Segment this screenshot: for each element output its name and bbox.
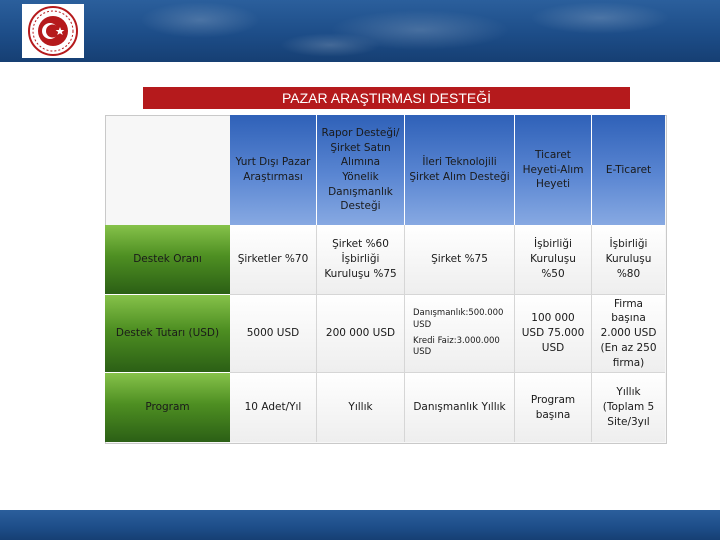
cell-tutar-yurt-disi: 5000 USD <box>230 295 317 373</box>
page-title: PAZAR ARAŞTIRMASI DESTEĞİ <box>143 87 630 109</box>
bottom-banner <box>0 510 720 540</box>
detail-line-kredi-faiz: Kredi Faiz:3.000.000 USD <box>413 335 500 358</box>
detail-line-danismanlik: Danışmanlık:500.000 USD <box>413 307 504 330</box>
cell-tutar-ticaret-heyeti: 100 000 USD 75.000 USD <box>515 295 592 373</box>
cell-program-ticaret-heyeti: Program başına <box>515 373 592 442</box>
cell-program-e-ticaret: Yıllık (Toplam 5 Site/3yıl <box>592 373 665 442</box>
cell-tutar-e-ticaret: Firma başına 2.000 USD (En az 250 firma) <box>592 295 665 373</box>
row-label-destek-orani: Destek Oranı <box>105 225 230 295</box>
logo <box>22 4 84 58</box>
header-ticaret-heyeti: Ticaret Heyeti-Alım Heyeti <box>515 115 592 225</box>
cell-oran-e-ticaret: İşbirliği Kuruluşu %80 <box>592 225 665 295</box>
cell-program-rapor: Yıllık <box>317 373 405 442</box>
cell-tutar-rapor: 200 000 USD <box>317 295 405 373</box>
cell-tutar-ileri-teknoloji <box>405 295 515 373</box>
row-label-program: Program <box>105 373 230 442</box>
cell-oran-rapor: Şirket %60 İşbirliği Kuruluşu %75 <box>317 225 405 295</box>
header-yurt-disi: Yurt Dışı Pazar Araştırması <box>230 115 317 225</box>
header-ileri-teknoloji: İleri Teknolojili Şirket Alım Desteği <box>405 115 515 225</box>
row-label-destek-tutari: Destek Tutarı (USD) <box>105 295 230 373</box>
top-banner <box>0 0 720 62</box>
header-rapor-destegi: Rapor Desteği/Şirket Satın Alımına Yönelik Danışmanlık Desteği <box>317 115 405 225</box>
cell-oran-ticaret-heyeti: İşbirliği Kuruluşu %50 <box>515 225 592 295</box>
cell-program-yurt-disi: 10 Adet/Yıl <box>230 373 317 442</box>
cell-oran-ileri-teknoloji: Şirket %75 <box>405 225 515 295</box>
cell-oran-yurt-disi: Şirketler %70 <box>230 225 317 295</box>
world-map-pattern <box>0 0 720 62</box>
header-e-ticaret: E-Ticaret <box>592 115 665 225</box>
cell-program-ileri-teknoloji: Danışmanlık Yıllık <box>405 373 515 442</box>
turkish-emblem-icon <box>27 5 79 57</box>
